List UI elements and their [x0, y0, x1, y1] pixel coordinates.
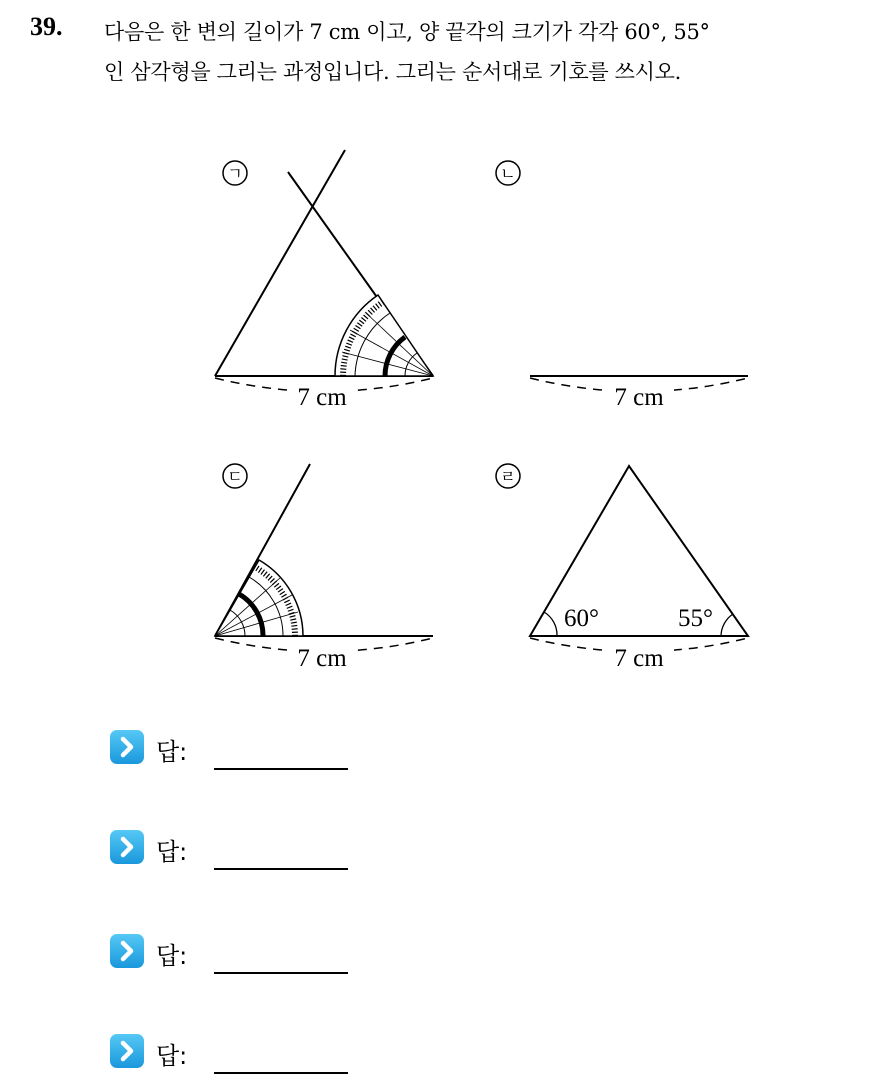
chevron-right-icon — [110, 1034, 144, 1068]
answer-label: 답: — [156, 1042, 188, 1070]
figure-a — [215, 150, 433, 411]
answer-label: 답: — [156, 942, 188, 970]
figure-c — [215, 464, 433, 672]
figure-c-label: ㄷ — [227, 467, 243, 486]
protractor-left — [215, 560, 303, 636]
answer-blank-1[interactable] — [214, 768, 348, 770]
answer-blank-2[interactable] — [214, 868, 348, 870]
figure-d-triangle — [530, 466, 748, 636]
figure-b — [496, 161, 748, 411]
figure-c-side-label: 7 cm — [297, 645, 347, 672]
answer-row-2 — [110, 826, 370, 866]
figure-d — [496, 464, 748, 672]
figure-d-angle-arc-left — [544, 612, 557, 636]
figure-b-label: ㄴ — [500, 164, 516, 183]
answer-label: 답: — [156, 738, 188, 766]
chevron-right-icon — [110, 830, 144, 864]
figure-d-angle-arc-right — [721, 614, 733, 636]
answer-blank-3[interactable] — [214, 972, 348, 974]
answer-blank-4[interactable] — [214, 1072, 348, 1074]
question-line-2: 인 삼각형을 그리는 과정입니다. 그리는 순서대로 기호를 쓰시오. — [104, 60, 682, 84]
answer-row-4 — [110, 1030, 370, 1070]
figure-d-label: ㄹ — [500, 467, 516, 486]
figure-d-side-label: 7 cm — [614, 645, 664, 672]
answer-row-1 — [110, 726, 370, 766]
question-number: 39. — [30, 12, 63, 41]
figure-b-side-label: 7 cm — [614, 384, 664, 411]
question-line-1: 다음은 한 변의 길이가 7 cm 이고, 양 끝각의 크기가 각각 60°, 55° — [104, 20, 710, 44]
answer-label: 답: — [156, 838, 188, 866]
chevron-right-icon — [110, 934, 144, 968]
chevron-right-icon — [110, 730, 144, 764]
answer-row-3 — [110, 930, 370, 970]
figure-d-right-angle: 55° — [678, 605, 713, 632]
figure-a-label: ㄱ — [227, 164, 243, 183]
figure-a-side-label: 7 cm — [297, 384, 347, 411]
figure-d-left-angle: 60° — [564, 605, 599, 632]
protractor-right — [335, 295, 433, 376]
figure-a-ray-60 — [215, 150, 345, 376]
